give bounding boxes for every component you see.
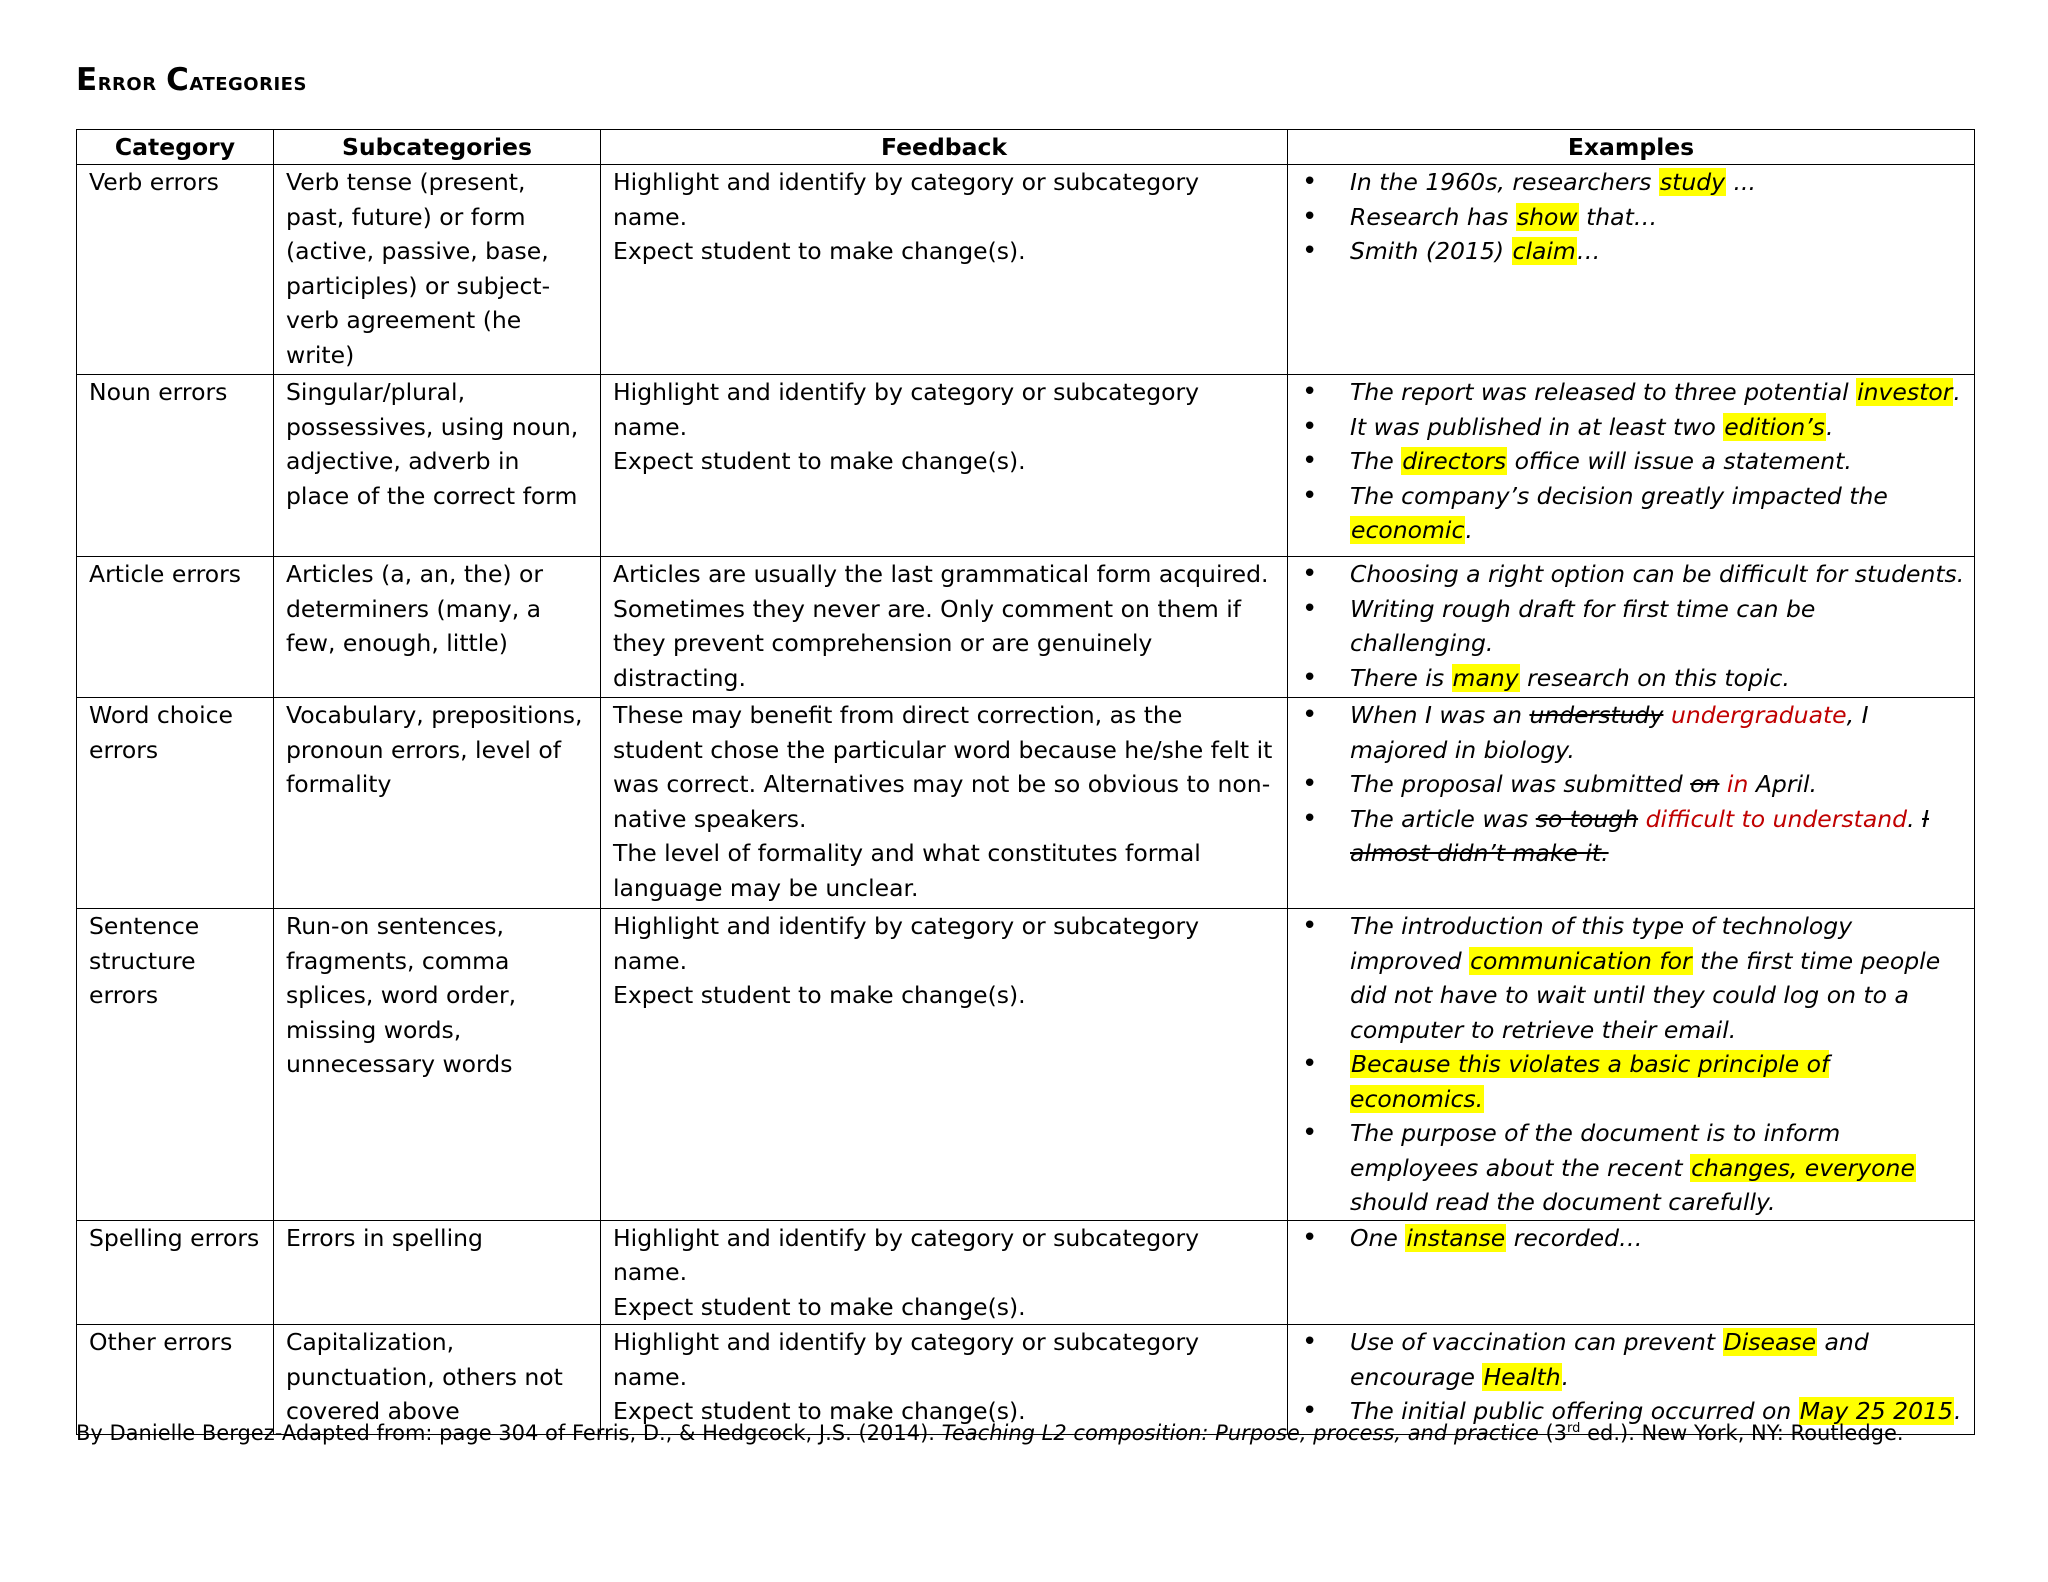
example-item — [1294, 165, 1966, 200]
example-item — [1294, 1325, 1966, 1394]
example-text: There is — [1350, 663, 1452, 692]
highlighted-error: directors — [1402, 447, 1507, 475]
feedback-cell — [601, 909, 1288, 1221]
examples-list — [1294, 1221, 1966, 1256]
error-categories-table — [76, 129, 1975, 1435]
feedback-line: Highlight and identify by category or subcategory name. — [613, 1328, 1200, 1391]
category-cell: Verb errors — [77, 165, 274, 375]
example-item — [1294, 592, 1966, 661]
example-item — [1294, 698, 1966, 767]
feedback-cell — [601, 165, 1288, 375]
category-cell: Noun errors — [77, 375, 274, 557]
example-item — [1294, 1221, 1966, 1256]
struck-text: I almost didn’t make it. — [1350, 804, 1929, 867]
feedback-line: Expect student to make change(s). — [613, 237, 1026, 265]
subcategories-cell: Run-on sentences, fragments, comma splices, word order, missing words, unnecessary words — [274, 909, 601, 1221]
example-text: The initial public offering occurred on — [1350, 1397, 1799, 1425]
example-item — [1294, 557, 1966, 592]
example-text: The article was — [1350, 804, 1536, 833]
example-item — [1294, 375, 1966, 410]
examples-list — [1294, 557, 1966, 695]
examples-list — [1294, 165, 1966, 269]
table-header-row — [77, 130, 1975, 165]
example-text — [1663, 701, 1670, 729]
feedback-cell — [601, 557, 1288, 698]
table-row — [77, 557, 1975, 698]
header-feedback: Feedback — [601, 130, 1288, 165]
examples-cell — [1288, 698, 1975, 909]
subcategories-cell: Errors in spelling — [274, 1220, 601, 1325]
header-category: Category — [77, 130, 274, 165]
examples-cell — [1288, 909, 1975, 1221]
highlighted-error: study — [1659, 168, 1726, 196]
feedback-cell — [601, 1325, 1288, 1435]
highlighted-error: Because this violates a basic principle of economics. — [1350, 1050, 1830, 1113]
header-subcategories: Subcategories — [274, 130, 601, 165]
examples-list — [1294, 909, 1966, 1220]
category-cell: Word choice errors — [77, 698, 274, 909]
example-text: One — [1350, 1223, 1406, 1252]
example-item — [1294, 479, 1966, 548]
table-row — [77, 1325, 1975, 1435]
subcategories-cell: Vocabulary, prepositions, pronoun errors, level of formality — [274, 698, 601, 909]
example-text: The report was released to three potential — [1350, 378, 1857, 406]
feedback-line: Highlight and identify by category or subcategory name. — [613, 912, 1200, 975]
examples-cell — [1288, 557, 1975, 698]
feedback-line: The level of formality and what constitutes formal language may be unclear. — [613, 839, 1201, 902]
example-text: office will issue a statement. — [1507, 447, 1852, 475]
feedback-cell — [601, 698, 1288, 909]
example-text: . — [1953, 1397, 1962, 1425]
table-row — [77, 698, 1975, 909]
example-item — [1294, 234, 1966, 269]
subcategories-cell: Articles (a, an, the) or determiners (many, a few, enough, little) — [274, 557, 601, 698]
highlighted-error: changes, everyone — [1691, 1153, 1915, 1182]
example-text: ... — [1726, 168, 1756, 196]
highlighted-error: instanse — [1406, 1223, 1506, 1252]
example-item — [1294, 410, 1966, 445]
feedback-line: Expect student to make change(s). — [613, 447, 1026, 475]
example-text: … — [1576, 237, 1601, 265]
struck-text: understudy — [1529, 701, 1664, 729]
example-text — [1638, 805, 1645, 833]
category-cell: Sentence structure errors — [77, 909, 274, 1221]
examples-list — [1294, 1325, 1966, 1429]
example-text: . — [1953, 378, 1961, 406]
example-text: , I majored in biology. — [1350, 701, 1869, 764]
citation-edition-suffix: rd — [1567, 1421, 1581, 1436]
example-text: and encourage — [1350, 1328, 1869, 1391]
example-text: When I was an — [1350, 701, 1530, 729]
page-title: Error Categories — [76, 62, 307, 98]
example-item — [1294, 661, 1966, 696]
feedback-line: Highlight and identify by category or subcategory name. — [613, 168, 1200, 231]
example-item — [1294, 802, 1966, 871]
feedback-line: These may benefit from direct correction, as the student chose the particular word because he/she felt it was correct. Alternatives may not be so obvious to non-native speakers. — [613, 701, 1273, 833]
table-row — [77, 375, 1975, 557]
table-row — [77, 165, 1975, 375]
subcategories-cell: Singular/plural, possessives, using noun, adjective, adverb in place of the correct form — [274, 375, 601, 557]
highlighted-error: May 25 2015 — [1799, 1397, 1953, 1425]
table-body — [77, 165, 1975, 1435]
example-text: The company’s decision greatly impacted the — [1350, 481, 1888, 510]
example-text: April. — [1748, 770, 1818, 798]
examples-list — [1294, 375, 1966, 548]
correction-text: in — [1726, 770, 1749, 798]
example-text: Smith (2015) — [1350, 237, 1512, 265]
citation-footer — [76, 1421, 1904, 1445]
highlighted-error: edition’s — [1724, 412, 1825, 441]
header-examples: Examples — [1288, 130, 1975, 165]
examples-cell — [1288, 1325, 1975, 1435]
feedback-line: Highlight and identify by category or subcategory name. — [613, 378, 1200, 441]
example-text: . — [1465, 516, 1473, 544]
highlighted-error: communication for — [1470, 946, 1692, 975]
highlighted-error: Disease — [1723, 1328, 1817, 1356]
example-text: The proposal was submitted — [1350, 770, 1691, 798]
example-item — [1294, 200, 1966, 235]
table-row — [77, 1220, 1975, 1325]
highlighted-error: economic — [1351, 516, 1465, 544]
correction-text: undergraduate — [1670, 701, 1847, 729]
example-text: Choosing a right option can be difficult for students. — [1350, 560, 1965, 588]
struck-text: on — [1690, 770, 1720, 798]
example-text: research on this topic. — [1519, 663, 1790, 692]
example-text: Use of vaccination can prevent — [1350, 1328, 1723, 1356]
highlighted-error: Health — [1483, 1362, 1561, 1391]
example-text: Writing rough draft for first time can be challenging. — [1350, 594, 1816, 657]
feedback-line: Expect student to make change(s). — [613, 1397, 1026, 1425]
correction-text: difficult to understand — [1645, 804, 1908, 833]
highlighted-error: claim — [1512, 237, 1576, 265]
example-item — [1294, 1116, 1966, 1220]
citation-edition: (3 — [1538, 1421, 1568, 1445]
citation-publisher: ed.). New York, NY: Routledge. — [1580, 1421, 1904, 1445]
example-text: The — [1350, 447, 1402, 475]
examples-cell — [1288, 165, 1975, 375]
example-text: It was published in at least two — [1350, 412, 1724, 441]
example-item — [1294, 767, 1966, 802]
example-item — [1294, 1047, 1966, 1116]
feedback-cell — [601, 1220, 1288, 1325]
example-text: Research has — [1350, 202, 1516, 231]
example-text: should read the document carefully. — [1350, 1188, 1776, 1216]
example-text: The purpose of the document is to inform employees about the recent — [1350, 1119, 1841, 1182]
example-text: recorded… — [1506, 1223, 1643, 1252]
example-text: . — [1907, 804, 1923, 833]
feedback-cell — [601, 375, 1288, 557]
feedback-line: Highlight and identify by category or subcategory name. — [613, 1223, 1200, 1286]
example-text: that… — [1578, 202, 1658, 231]
example-item — [1294, 444, 1966, 479]
highlighted-error: show — [1516, 202, 1578, 231]
category-cell: Other errors — [77, 1325, 274, 1435]
example-item — [1294, 909, 1966, 1047]
examples-cell — [1288, 375, 1975, 557]
struck-text: so tough — [1535, 804, 1639, 833]
category-cell: Article errors — [77, 557, 274, 698]
subcategories-cell: Verb tense (present, past, future) or form (active, passive, base, participles) or subject-verb agreement (he write) — [274, 165, 601, 375]
feedback-line: Articles are usually the last grammatical form acquired. Sometimes they never are. Only comment on them if they prevent comprehension or are genuinely distracting. — [613, 560, 1269, 692]
example-text: The introduction of this type of technology improved — [1350, 912, 1853, 975]
highlighted-error: investor — [1857, 378, 1953, 406]
examples-cell — [1288, 1220, 1975, 1325]
highlighted-error: many — [1452, 663, 1519, 692]
feedback-line: Expect student to make change(s). — [613, 1292, 1026, 1321]
citation-text: By Danielle Bergez-Adapted from: page 304 of Ferris, D., & Hedgcock, J.S. (2014). — [76, 1421, 942, 1445]
example-text — [1719, 770, 1726, 798]
category-cell: Spelling errors — [77, 1220, 274, 1325]
citation-book-title: Teaching L2 composition: Purpose, process, and practice — [941, 1421, 1539, 1445]
table-row — [77, 909, 1975, 1221]
feedback-line: Expect student to make change(s). — [613, 981, 1026, 1009]
example-text: . — [1561, 1362, 1570, 1391]
subcategories-cell: Capitalization, punctuation, others not covered above — [274, 1325, 601, 1435]
examples-list — [1294, 698, 1966, 871]
example-text: . — [1825, 412, 1834, 441]
example-text: In the 1960s, researchers — [1350, 168, 1659, 196]
example-text: the first time people did not have to wait until they could log on to a computer to retrieve their email. — [1350, 946, 1941, 1044]
